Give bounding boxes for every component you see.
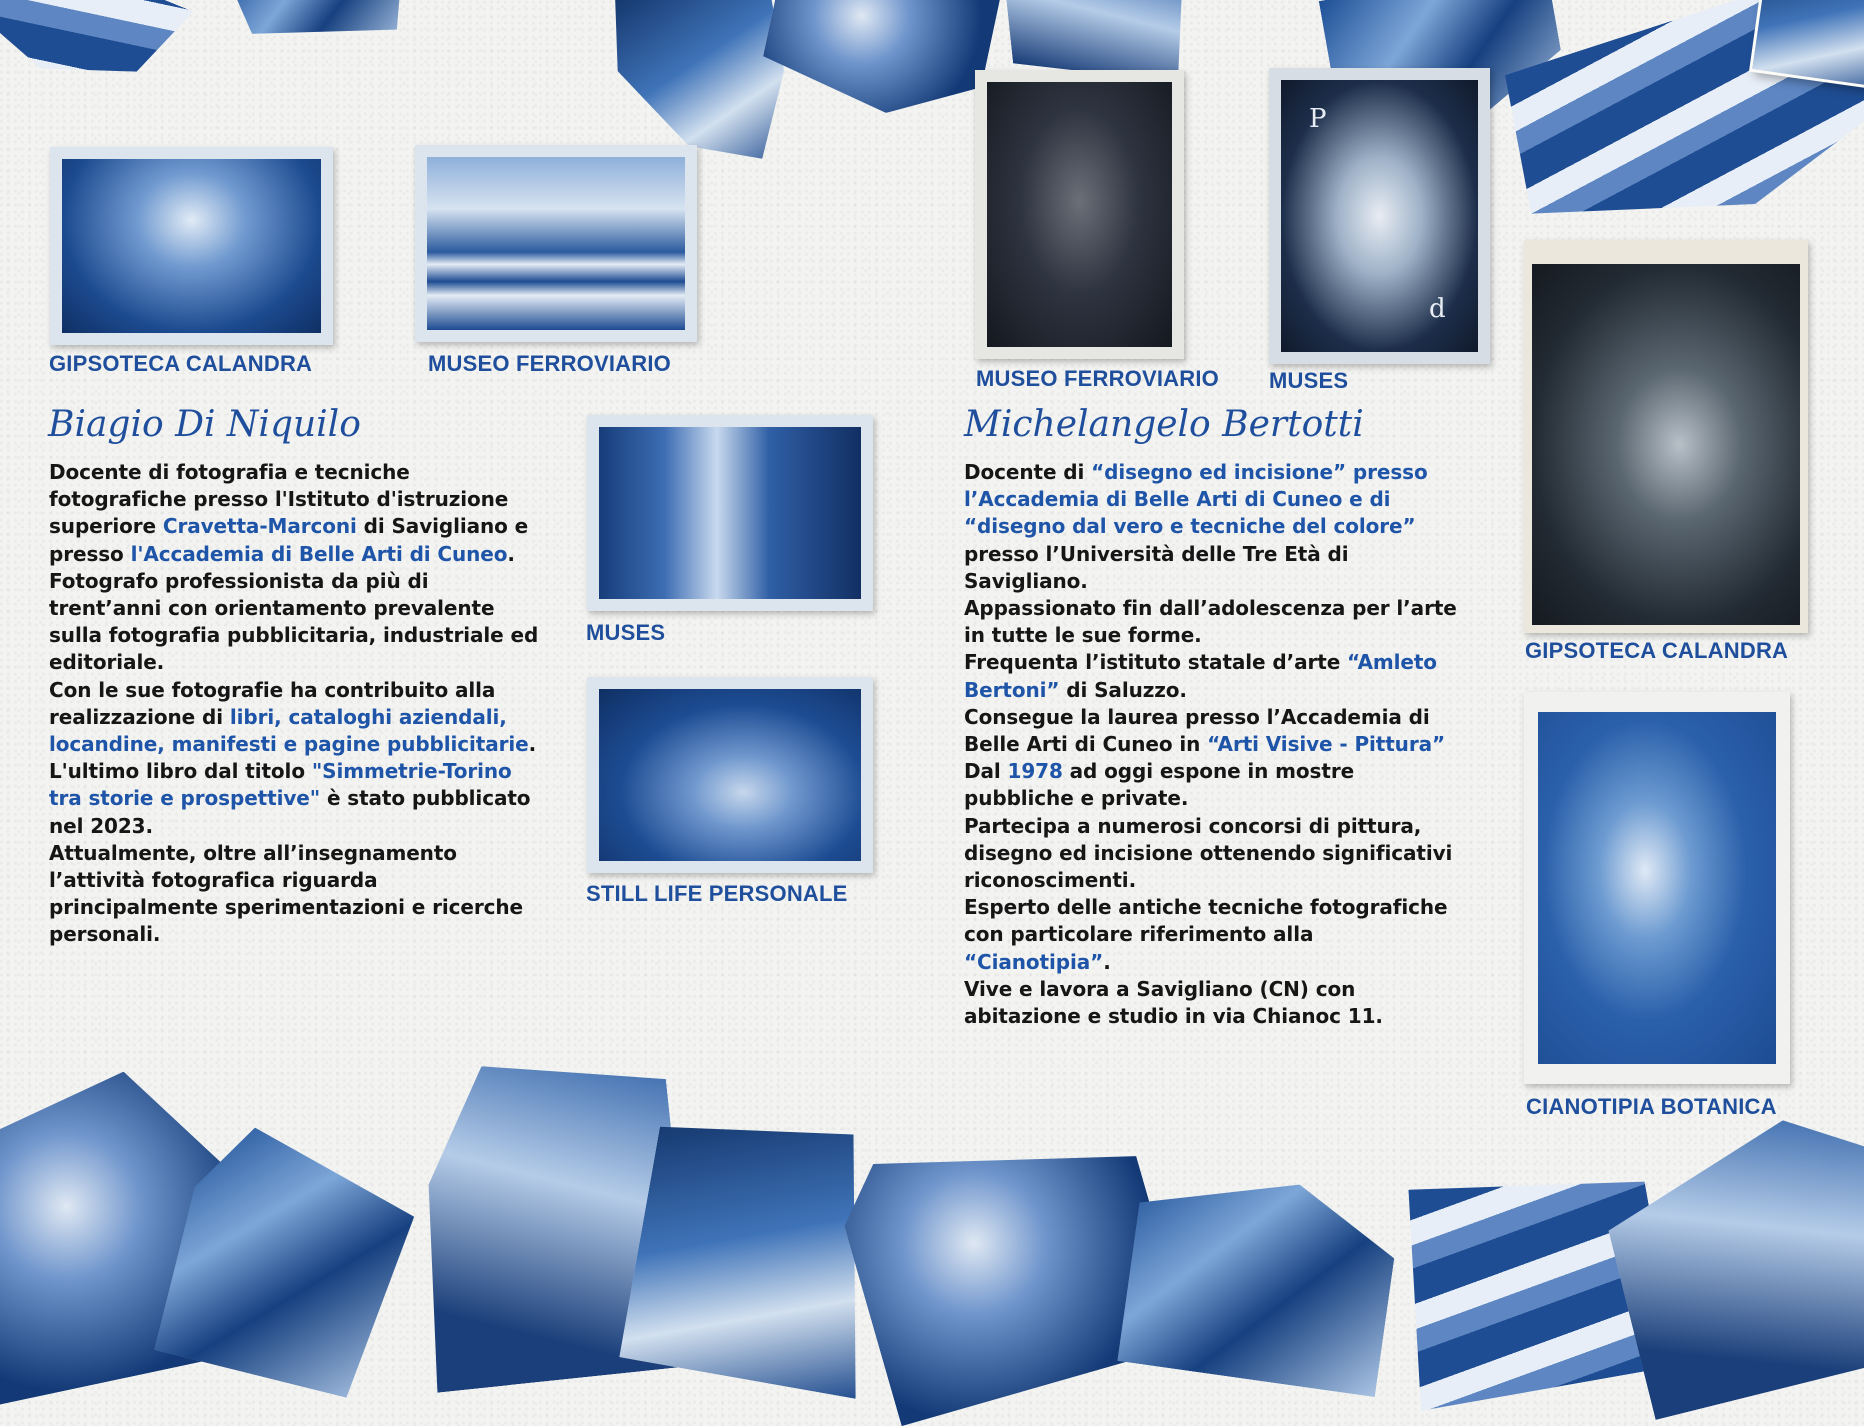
photo-gipsoteca-calandra-equestrian (1524, 240, 1808, 633)
photo-muses (587, 415, 873, 611)
card-letter-d: d (1429, 294, 1446, 324)
bio-biagio-di-niquilo (49, 459, 545, 949)
bio-paragraph: Docente di fotografia e tecniche fotografiche presso l'Istituto d'istruzione superiore Cravetta-Marconi di Savigliano e presso l'Accademia di Belle Arti di Cuneo. (49, 460, 529, 566)
bio-paragraph: Appassionato fin dall’adolescenza per l’arte in tutte le sue forme. (964, 596, 1457, 648)
card-letter-p: P (1309, 104, 1327, 134)
bio-paragraph: Consegue la laurea presso l’Accademia di Belle Arti di Cuneo in “Arti Visive - Pittura” (964, 704, 1446, 757)
bio-paragraph: Vive e lavora a Savigliano (CN) con abitazione e studio in via Chianoc 11. (964, 976, 1383, 1029)
photo-muses-card (1269, 68, 1490, 364)
bio-paragraph: Frequenta l’istituto statale d’arte “Amleto Bertoni” di Saluzzo. (964, 650, 1437, 702)
photo-gipsoteca-calandra (50, 147, 333, 345)
caption-museo-ferroviario-right: MUSEO FERROVIARIO (976, 366, 1219, 391)
caption-muses-right: MUSES (1269, 368, 1349, 393)
bio-paragraph: Fotografo professionista da più di trent’anni con orientamento prevalente sulla fotografia pubblicitaria, industriale ed editoriale. (49, 568, 539, 675)
bio-paragraph: Esperto delle antiche tecniche fotografiche con particolare riferimento alla “Cianotipia”. (964, 895, 1448, 974)
photo-still-life-personale (587, 677, 873, 873)
caption-gipsoteca-calandra-right: GIPSOTECA CALANDRA (1525, 638, 1789, 663)
torn-cyanotype-fragment (757, 0, 1003, 131)
caption-museo-ferroviario: MUSEO FERROVIARIO (428, 351, 671, 376)
signature-michelangelo-bertotti: Michelangelo Bertotti (964, 404, 1364, 445)
bio-paragraph: Partecipa a numerosi concorsi di pittura, disegno ed incisione ottenendo significativi riconoscimenti. (964, 813, 1453, 893)
bio-michelangelo-bertotti (964, 459, 1457, 1030)
bio-paragraph: L'ultimo libro dal titolo "Simmetrie-Torino tra storie e prospettive" è stato pubblicato nel 2023. (49, 759, 531, 838)
bio-paragraph: Dal 1978 ad oggi espone in mostre pubbliche e private. (964, 759, 1355, 811)
caption-gipsoteca-calandra: GIPSOTECA CALANDRA (49, 351, 313, 376)
photo-museo-ferroviario-portrait (975, 70, 1184, 359)
torn-cyanotype-fragment (0, 0, 193, 113)
bio-paragraph: Attualmente, oltre all’insegnamento l’attività fotografica riguarda principalmente sperimentazioni e ricerche personali. (49, 840, 523, 947)
signature-biagio-di-niquilo: Biagio Di Niquilo (48, 404, 361, 445)
bio-paragraph: Con le sue fotografie ha contribuito alla realizzazione di libri, cataloghi aziendali, locandine, manifesti e pagine pubblicitarie. (49, 677, 537, 757)
caption-cianotipia-botanica: CIANOTIPIA BOTANICA (1526, 1094, 1777, 1119)
bio-paragraph: Docente di “disegno ed incisione” presso l’Accademia di Belle Arti di Cuneo e di “disegno dal vero e tecniche del colore” presso l’Università delle Tre Età di Savigliano. (964, 460, 1428, 593)
photo-museo-ferroviario (415, 145, 697, 342)
photo-cianotipia-botanica (1524, 692, 1790, 1084)
torn-cyanotype-fragment (225, 0, 414, 52)
caption-muses: MUSES (586, 620, 666, 645)
torn-cyanotype-fragment (1117, 1163, 1402, 1397)
caption-still-life-personale: STILL LIFE PERSONALE (586, 881, 848, 906)
